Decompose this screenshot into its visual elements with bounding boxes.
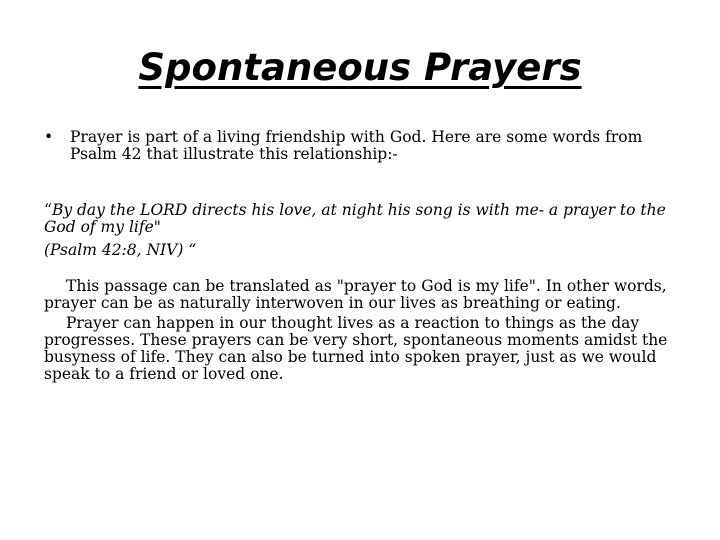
explanation — [44, 278, 680, 386]
scripture-quote — [44, 202, 684, 265]
paragraph-thought-lives: Prayer can happen in our thought lives as a reaction to things as the day progresses. These prayers can be very short, spontaneous moments amidst the busyness of life. They can also be turned into spoken prayer, just as we would speak to a friend or loved one. — [44, 314, 668, 383]
paragraph-translation: This passage can be translated as "prayer to God is my life". In other words, prayer can be as naturally interwoven in our lives as breathing or eating. — [44, 277, 667, 312]
bullet-marker: • — [44, 128, 54, 146]
quote-close-mark: “ — [188, 241, 197, 259]
quote-open-mark: “ — [44, 201, 52, 219]
quote-reference-line — [44, 242, 684, 259]
quote-line — [44, 202, 684, 236]
quote-reference: (Psalm 42:8, NIV) — [44, 241, 189, 259]
slide-title: Spontaneous Prayers — [138, 46, 582, 89]
quote-text: By day the LORD directs his love, at night his song is with me- a prayer to the God of my life" — [44, 201, 666, 236]
bullet-text: Prayer is part of a living friendship with God. Here are some words from Psalm 42 that illustrate this relationship:- — [70, 128, 643, 163]
